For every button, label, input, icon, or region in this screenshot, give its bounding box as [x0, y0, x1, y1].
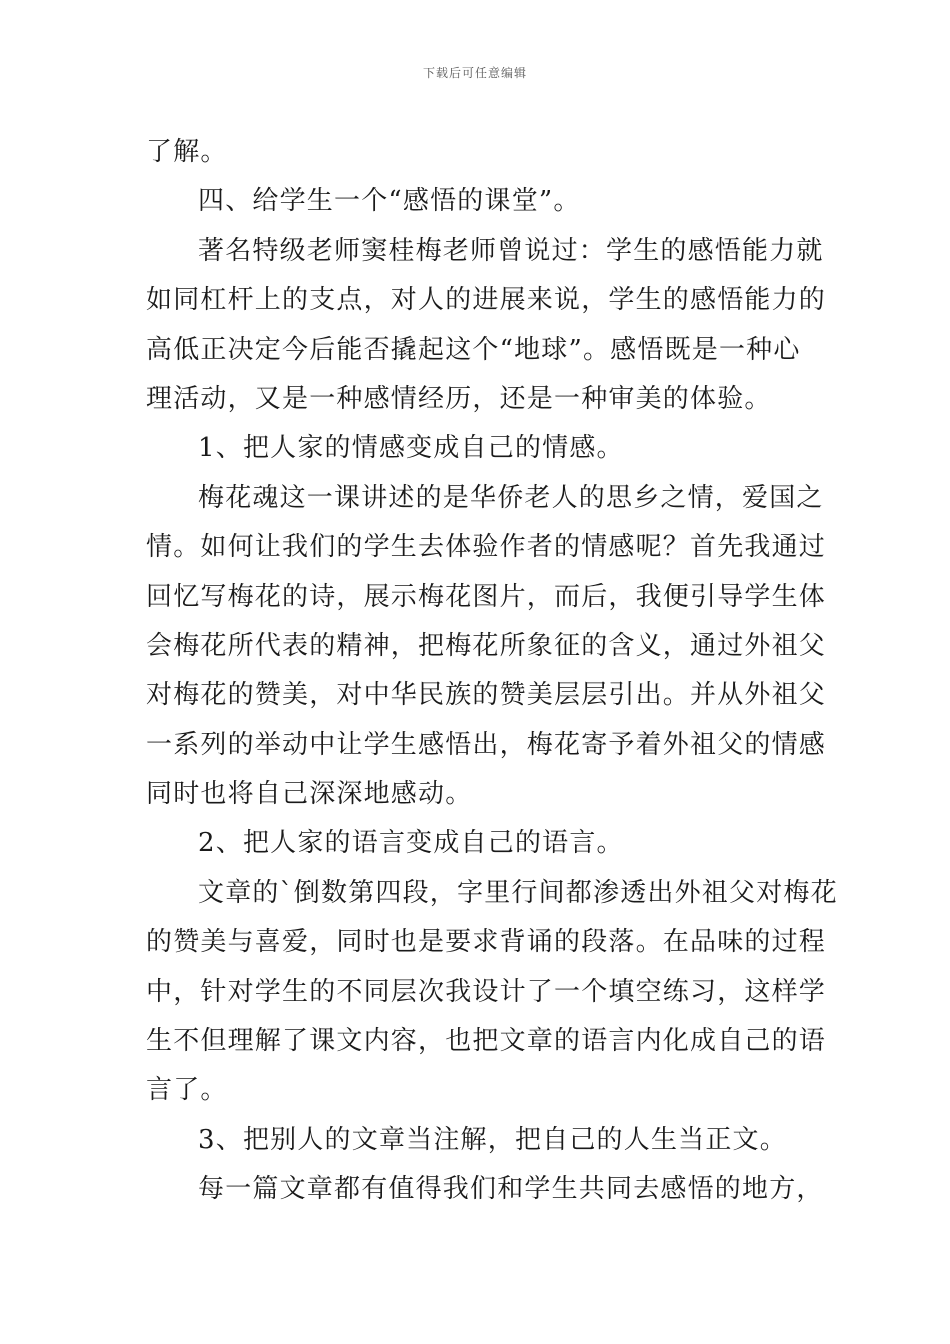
text-line: 生不但理解了课文内容，也把文章的语言内化成自己的语 — [146, 1026, 827, 1057]
text-line: 1、把人家的情感变成自己的情感。 — [198, 433, 624, 464]
text-line: 每一篇文章都有值得我们和学生共同去感悟的地方， — [198, 1174, 824, 1205]
text-line: 2、把人家的语言变成自己的语言。 — [198, 828, 624, 859]
text-line: 3、把别人的文章当注解，把自己的人生当正文。 — [198, 1124, 787, 1155]
text-line: 情。如何让我们的学生去体验作者的情感呢？首先我通过 — [146, 532, 827, 563]
body-text — [146, 128, 838, 1215]
text-line: 言了。 — [146, 1075, 228, 1106]
text-line: 四、给学生一个“感悟的课堂”。 — [198, 186, 581, 217]
text-line: 了解。 — [146, 137, 228, 167]
text-line: 的赞美与喜爱，同时也是要求背诵的段落。在品味的过程 — [146, 927, 827, 958]
text-line: 文章的`倒数第四段，字里行间都渗透出外祖父对梅花 — [198, 877, 838, 908]
text-line: 一系列的举动中让学生感悟出，梅花寄予着外祖父的情感 — [146, 729, 827, 760]
text-line: 回忆写梅花的诗，展示梅花图片，而后，我便引导学生体 — [146, 581, 827, 612]
text-line: 会梅花所代表的精神，把梅花所象征的含义，通过外祖父 — [146, 630, 827, 661]
text-line: 梅花魂这一课讲述的是华侨老人的思乡之情，爱国之 — [198, 482, 824, 513]
text-line: 如同杠杆上的支点，对人的进展来说，学生的感悟能力的 — [146, 285, 827, 316]
page-header: 下载后可任意编辑 — [422, 66, 527, 80]
text-line: 理活动，又是一种感情经历，还是一种审美的体验。 — [146, 383, 772, 414]
text-line: 对梅花的赞美，对中华民族的赞美层层引出。并从外祖父 — [146, 680, 827, 711]
text-line: 著名特级老师窦桂梅老师曾说过：学生的感悟能力就 — [198, 235, 824, 266]
text-line: 同时也将自己深深地感动。 — [146, 779, 473, 810]
text-line: 中，针对学生的不同层次我设计了一个填空练习，这样学 — [146, 976, 827, 1007]
text-line: 高低正决定今后能否撬起这个“地球”。感悟既是一种心 — [146, 334, 801, 365]
